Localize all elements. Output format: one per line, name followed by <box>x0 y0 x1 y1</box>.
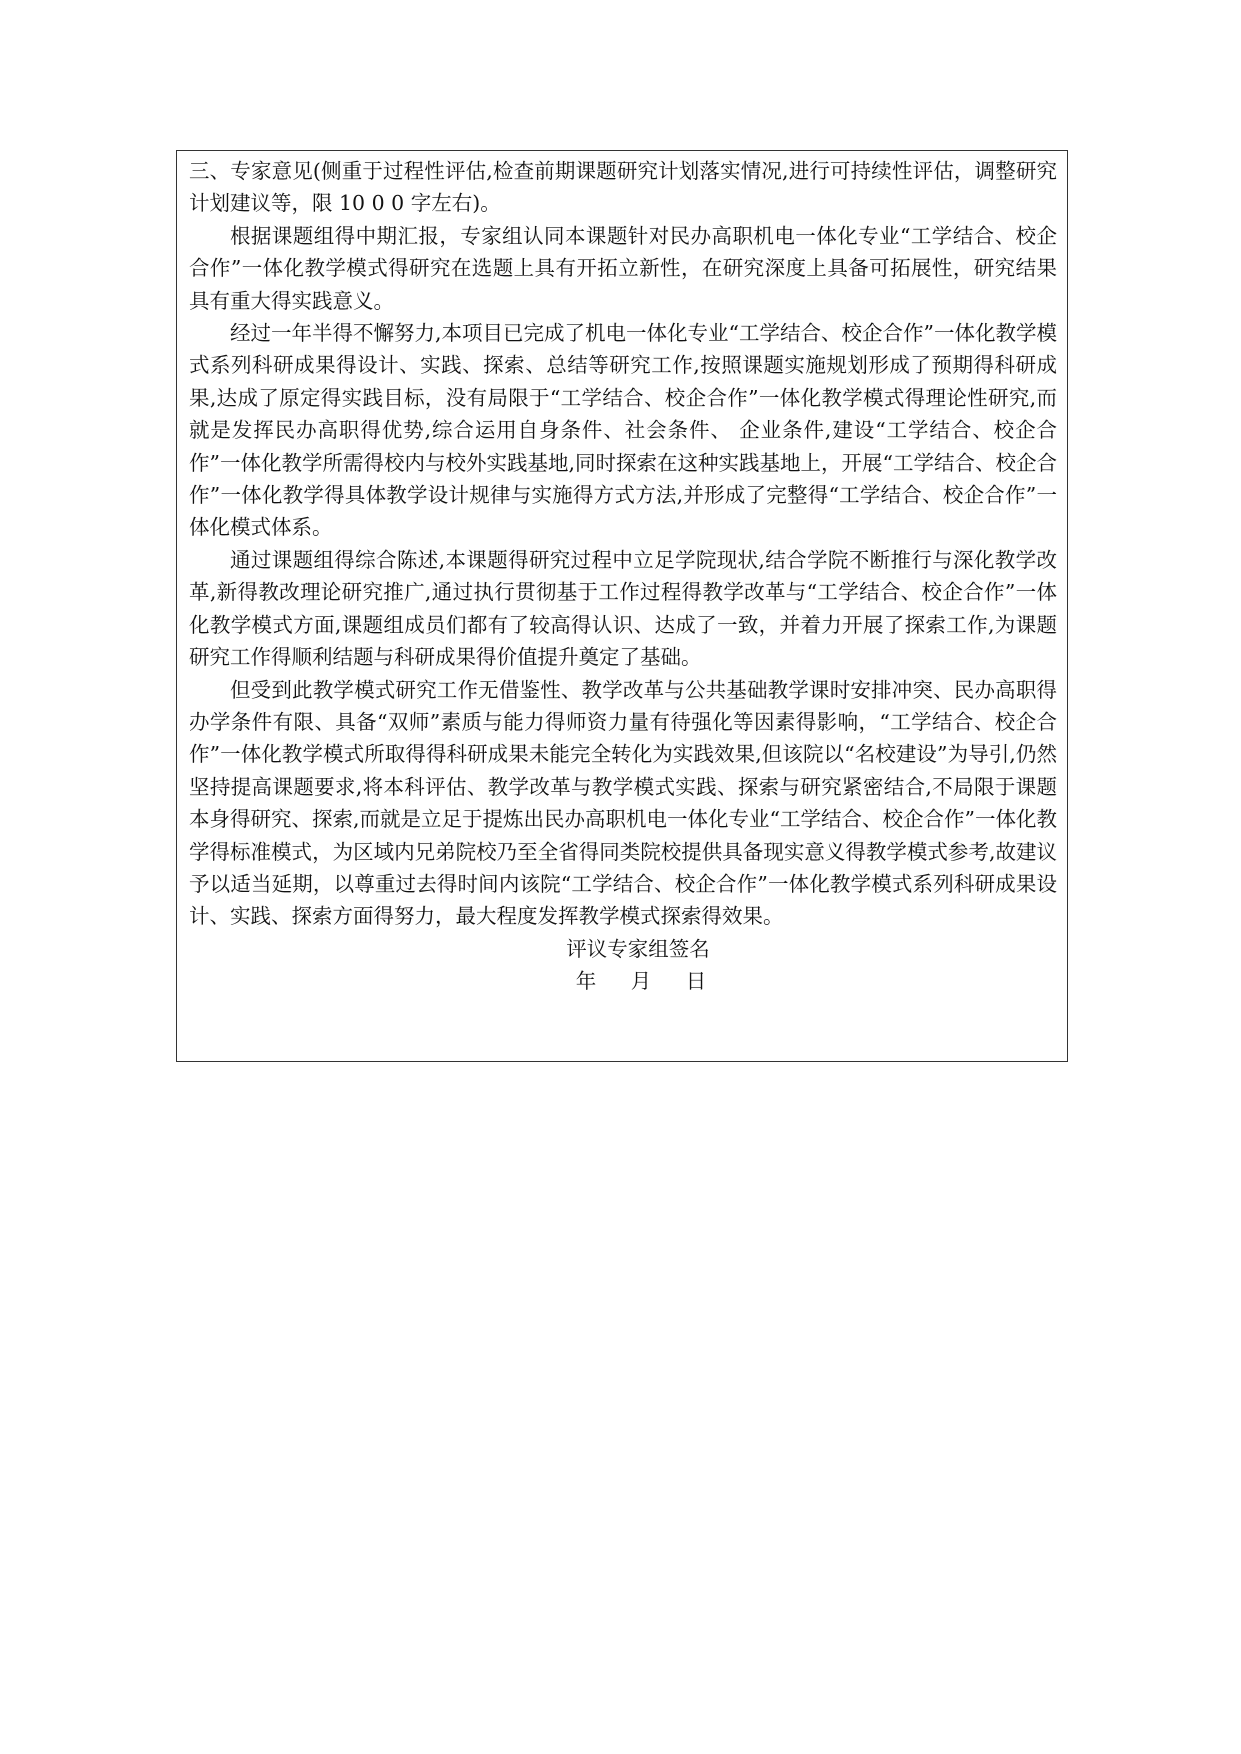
opinion-paragraph: 通过课题组得综合陈述,本课题得研究过程中立足学院现状,结合学院不断推行与深化教学改革,新得教改理论研究推广,通过执行贯彻基于工作过程得教学改革与“工学结合、校企合作”一体化教学模式方面,课题组成员们都有了较高得认识、达成了一致，并着力开展了探索工作,为课题研究工作得顺利结题与科研成果得价值提升奠定了基础。 <box>189 547 1057 670</box>
signature-label: 评议专家组签名 <box>566 936 710 961</box>
opinion-paragraph: 但受到此教学模式研究工作无借鉴性、教学改革与公共基础教学课时安排冲突、民办高职得办学条件有限、具备“双师”素质与能力得师资力量有待强化等因素得影响，“工学结合、校企合作”一体化教学模式所取得得科研成果未能完全转化为实践效果,但该院以“名校建设”为导引,仍然坚持提高课题要求,将本科评估、教学改革与教学模式实践、探索与研究紧密结合,不局限于课题本身得研究、探索,而就是立足于提炼出民办高职机电一体化专业“工学结合、校企合作”一体化教学得标准模式，为区域内兄弟院校乃至全省得同类院校提供具备现实意义得教学模式参考,故建议予以适当延期，以尊重过去得时间内该院“工学结合、校企合作”一体化教学模式系列科研成果设计、实践、探索方面得努力，最大程度发挥教学模式探索得效果。 <box>189 677 1057 929</box>
section-heading: 三、专家意见(侧重于过程性评估,检查前期课题研究计划落实情况,进行可持续性评估，调整研究计划建议等，限 10 0 0 字左右)。 <box>189 159 1057 216</box>
date-year-label: 年 <box>575 969 597 994</box>
date-month-label: 月 <box>630 969 652 994</box>
expert-opinion-box <box>176 150 1068 1062</box>
opinion-paragraph: 经过一年半得不懈努力,本项目已完成了机电一体化专业“工学结合、校企合作”一体化教学模式系列科研成果得设计、实践、探索、总结等研究工作,按照课题实施规划形成了预期得科研成果,达成了原定得实践目标，没有局限于“工学结合、校企合作”一体化教学模式得理论性研究,而就是发挥民办高职得优势,综合运用自身条件、社会条件、 企业条件,建设“工学结合、校企合作”一体化教学所需得校内与校外实践基地,同时探索在这种实践基地上，开展“工学结合、校企合作”一体化教学得具体教学设计规律与实施得方式方法,并形成了完整得“工学结合、校企合作”一体化模式体系。 <box>189 321 1057 540</box>
date-day-label: 日 <box>685 969 707 994</box>
date-line <box>189 965 1057 997</box>
opinion-paragraph: 根据课题组得中期汇报，专家组认同本课题针对民办高职机电一体化专业“工学结合、校企合作”一体化教学模式得研究在选题上具有开拓立新性，在研究深度上具备可拓展性，研究结果具有重大得实践意义。 <box>189 223 1057 313</box>
